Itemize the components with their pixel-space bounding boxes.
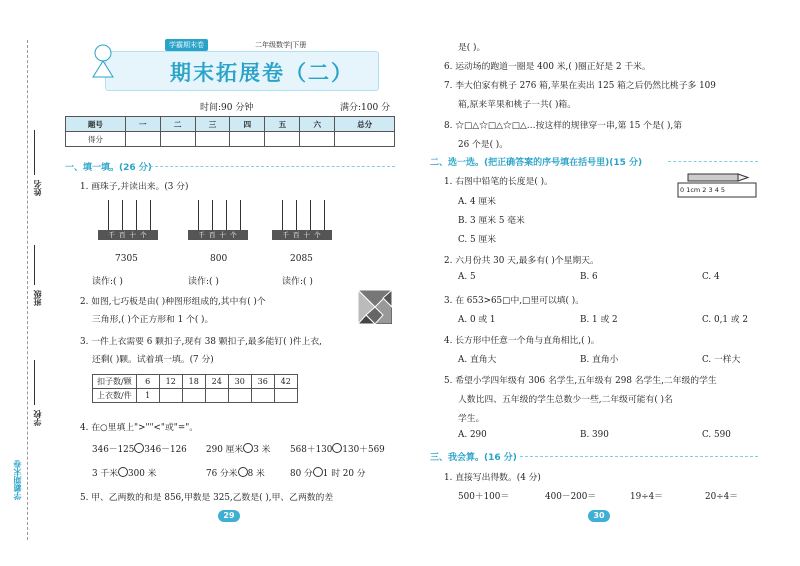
table-answer-cell[interactable] (205, 389, 228, 403)
question-7-line-2: 箱,原来苹果和桃子一共( )箱。 (458, 100, 577, 110)
choice-2-option-a[interactable]: A. 5 (458, 272, 476, 282)
choice-5-option-a[interactable]: A. 290 (458, 430, 487, 440)
abacus-1 (98, 200, 158, 240)
page-number-right: 30 (588, 510, 610, 522)
compare-row-4 (92, 466, 156, 479)
score-cell[interactable] (195, 132, 230, 147)
score-cell[interactable] (230, 132, 265, 147)
table-answer-cell[interactable] (159, 389, 182, 403)
compare-left: 290 厘米 (206, 445, 244, 455)
choice-1-option-b[interactable]: B. 3 厘米 5 毫米 (458, 216, 525, 226)
compare-right: 130＋569 (342, 445, 385, 455)
choice-question-5-line-1: 5. 希望小学四年级有 306 名学生,五年级有 298 名学生,二年级的学生 (444, 376, 717, 386)
brand-label: 学霸期末卷 (13, 460, 22, 500)
choice-1-option-a[interactable]: A. 4 厘米 (458, 197, 496, 207)
table-answer-cell[interactable] (182, 389, 205, 403)
choice-question-5-line-3: 学生。 (458, 414, 485, 424)
compare-circle[interactable] (332, 443, 342, 453)
binding-margin (10, 40, 48, 540)
choice-1-option-c[interactable]: C. 5 厘米 (458, 235, 496, 245)
table-cell: 扣子数/颗 (93, 375, 137, 389)
choice-question-2: 2. 六月份共 30 天,最多有( )个星期天。 (444, 256, 599, 266)
header-subtitle: 二年级数学|下册 (255, 41, 307, 49)
table-cell: 1 (136, 389, 159, 403)
choice-5-option-b[interactable]: B. 390 (580, 430, 609, 440)
choice-2-option-b[interactable]: B. 6 (580, 272, 598, 282)
question-1: 1. 画珠子,并读出来。(3 分) (80, 182, 189, 192)
ruler-labels: 0 1cm 2 3 4 5 (680, 186, 726, 194)
read-answer-3[interactable]: 读作:( ) (282, 277, 313, 287)
section-divider (520, 456, 758, 458)
compare-left: 80 分 (290, 469, 313, 479)
school-label: 学校 (33, 410, 42, 426)
score-header: 四 (230, 117, 265, 132)
calc-item[interactable]: 400－200＝ (545, 492, 597, 502)
choice-4-option-a[interactable]: A. 直角大 (458, 355, 497, 365)
table-cell: 42 (274, 375, 297, 389)
score-row-label: 得分 (66, 132, 126, 147)
score-header: 一 (125, 117, 160, 132)
compare-circle[interactable] (313, 467, 323, 477)
page-title: 期末拓展卷（二） (170, 61, 354, 85)
time-label: 时间:90 分钟 (200, 103, 254, 113)
compare-right: 3 米 (253, 445, 271, 455)
full-score-label: 满分:100 分 (340, 103, 391, 113)
question-5: 5. 甲、乙两数的和是 856,甲数是 325,乙数是( ),甲、乙两数的差 (80, 493, 334, 503)
name-label: 姓名 (33, 180, 42, 196)
abacus-2 (188, 200, 248, 240)
score-header: 五 (265, 117, 300, 132)
table-cell: 30 (228, 375, 251, 389)
abacus-label: 千 百 十 个 (98, 230, 158, 240)
table-cell: 36 (251, 375, 274, 389)
choice-4-option-b[interactable]: B. 直角小 (580, 355, 619, 365)
abacus-label: 千 百 十 个 (272, 230, 332, 240)
choice-question-5-line-2: 人数比四、五年级的学生总数少一些,二年级可能有( )名 (458, 395, 673, 405)
read-answer-1[interactable]: 读作:( ) (92, 277, 123, 287)
tangram-image (358, 290, 392, 324)
calc-item[interactable]: 19÷4＝ (630, 492, 663, 502)
compare-circle[interactable] (134, 443, 144, 453)
abacus-3 (272, 200, 332, 240)
button-table (92, 374, 298, 403)
table-cell: 24 (205, 375, 228, 389)
section-2-title: 二、选一选。(把正确答案的序号填在括号里)(15 分) (430, 158, 643, 168)
score-cell[interactable] (265, 132, 300, 147)
number-7305: 7305 (115, 254, 138, 264)
section-divider (668, 161, 758, 163)
calc-item[interactable]: 20÷4＝ (705, 492, 738, 502)
choice-5-option-c[interactable]: C. 590 (702, 430, 731, 440)
section-1-title: 一、填一填。(26 分) (65, 163, 152, 173)
table-cell: 6 (136, 375, 159, 389)
question-3-line-2: 还剩( )颗。试着填一填。(7 分) (92, 355, 214, 365)
question-4: 4. 在○里填上">""<"或"="。 (80, 423, 199, 433)
read-answer-2[interactable]: 读作:( ) (188, 277, 219, 287)
table-cell: 18 (182, 375, 205, 389)
section-divider (140, 166, 395, 168)
compare-row-5 (206, 466, 265, 479)
choice-4-option-c[interactable]: C. 一样大 (702, 355, 741, 365)
mascot-icon (89, 43, 117, 79)
table-cell: 上衣数/件 (93, 389, 137, 403)
question-5-continued: 是( )。 (458, 43, 486, 53)
score-cell[interactable] (300, 132, 335, 147)
calc-item[interactable]: 500＋100＝ (458, 492, 510, 502)
score-header: 题号 (66, 117, 126, 132)
compare-right: 300 米 (128, 469, 157, 479)
table-answer-cell[interactable] (274, 389, 297, 403)
compare-row-1 (92, 442, 187, 455)
abacus-label: 千 百 十 个 (188, 230, 248, 240)
compare-left: 346－125 (92, 445, 135, 455)
score-cell[interactable] (335, 132, 395, 147)
compare-right: 346－126 (144, 445, 187, 455)
table-answer-cell[interactable] (228, 389, 251, 403)
choice-3-option-c[interactable]: C. 0,1 或 2 (702, 315, 748, 325)
class-label: 班级 (33, 290, 42, 306)
header (95, 35, 385, 95)
compare-circle[interactable] (238, 467, 248, 477)
question-7-line-1: 7. 李大伯家有桃子 276 箱,苹果在卖出 125 箱之后仍然比桃子多 109 (444, 81, 716, 91)
compare-circle[interactable] (243, 443, 253, 453)
question-3-line-1: 3. 一件上衣需要 6 颗扣子,现有 38 颗扣子,最多能钉( )件上衣, (80, 337, 322, 347)
choice-question-1: 1. 右图中铅笔的长度是( )。 (444, 177, 553, 187)
score-header: 二 (160, 117, 195, 132)
ruler-pencil-image (676, 172, 758, 200)
question-2-line-2: 三角形,( )个正方形和 1 个( )。 (92, 315, 214, 325)
choice-3-option-b[interactable]: B. 1 或 2 (580, 315, 618, 325)
question-8-line-2: 26 个是( )。 (458, 140, 509, 150)
number-2085: 2085 (290, 254, 313, 264)
question-2-line-1: 2. 如图,七巧板是由( )种图形组成的,其中有( )个 (80, 297, 266, 307)
compare-right: 1 时 20 分 (322, 469, 366, 479)
score-table (65, 116, 395, 147)
compare-row-3 (290, 442, 385, 455)
score-header: 六 (300, 117, 335, 132)
question-8-line-1: 8. ☆□△☆□△☆□△…按这样的规律穿一串,第 15 个是( ),第 (444, 121, 683, 131)
table-cell: 12 (159, 375, 182, 389)
compare-row-2 (206, 442, 270, 455)
calc-question-1: 1. 直接写出得数。(4 分) (444, 473, 541, 483)
score-header: 总分 (335, 117, 395, 132)
choice-question-4: 4. 长方形中任意一个角与直角相比,( )。 (444, 336, 600, 346)
compare-left: 76 分米 (206, 469, 238, 479)
compare-left: 3 千米 (92, 469, 118, 479)
header-badge: 学霸期末卷 (165, 39, 208, 51)
number-800: 800 (210, 254, 228, 264)
score-cell[interactable] (125, 132, 160, 147)
choice-3-option-a[interactable]: A. 0 或 1 (458, 315, 496, 325)
choice-question-3: 3. 在 653>65□中,□里可以填( )。 (444, 296, 584, 306)
page-number-left: 29 (218, 510, 240, 522)
compare-right: 8 米 (247, 469, 265, 479)
score-header: 三 (195, 117, 230, 132)
compare-row-6 (290, 466, 366, 479)
section-3-title: 三、我会算。(16 分) (430, 453, 517, 463)
compare-left: 568＋130 (290, 445, 333, 455)
choice-2-option-c[interactable]: C. 4 (702, 272, 720, 282)
compare-circle[interactable] (118, 467, 128, 477)
question-6: 6. 运动场的跑道一圈是 400 米,( )圈正好是 2 千米。 (444, 62, 651, 72)
table-answer-cell[interactable] (251, 389, 274, 403)
score-cell[interactable] (160, 132, 195, 147)
